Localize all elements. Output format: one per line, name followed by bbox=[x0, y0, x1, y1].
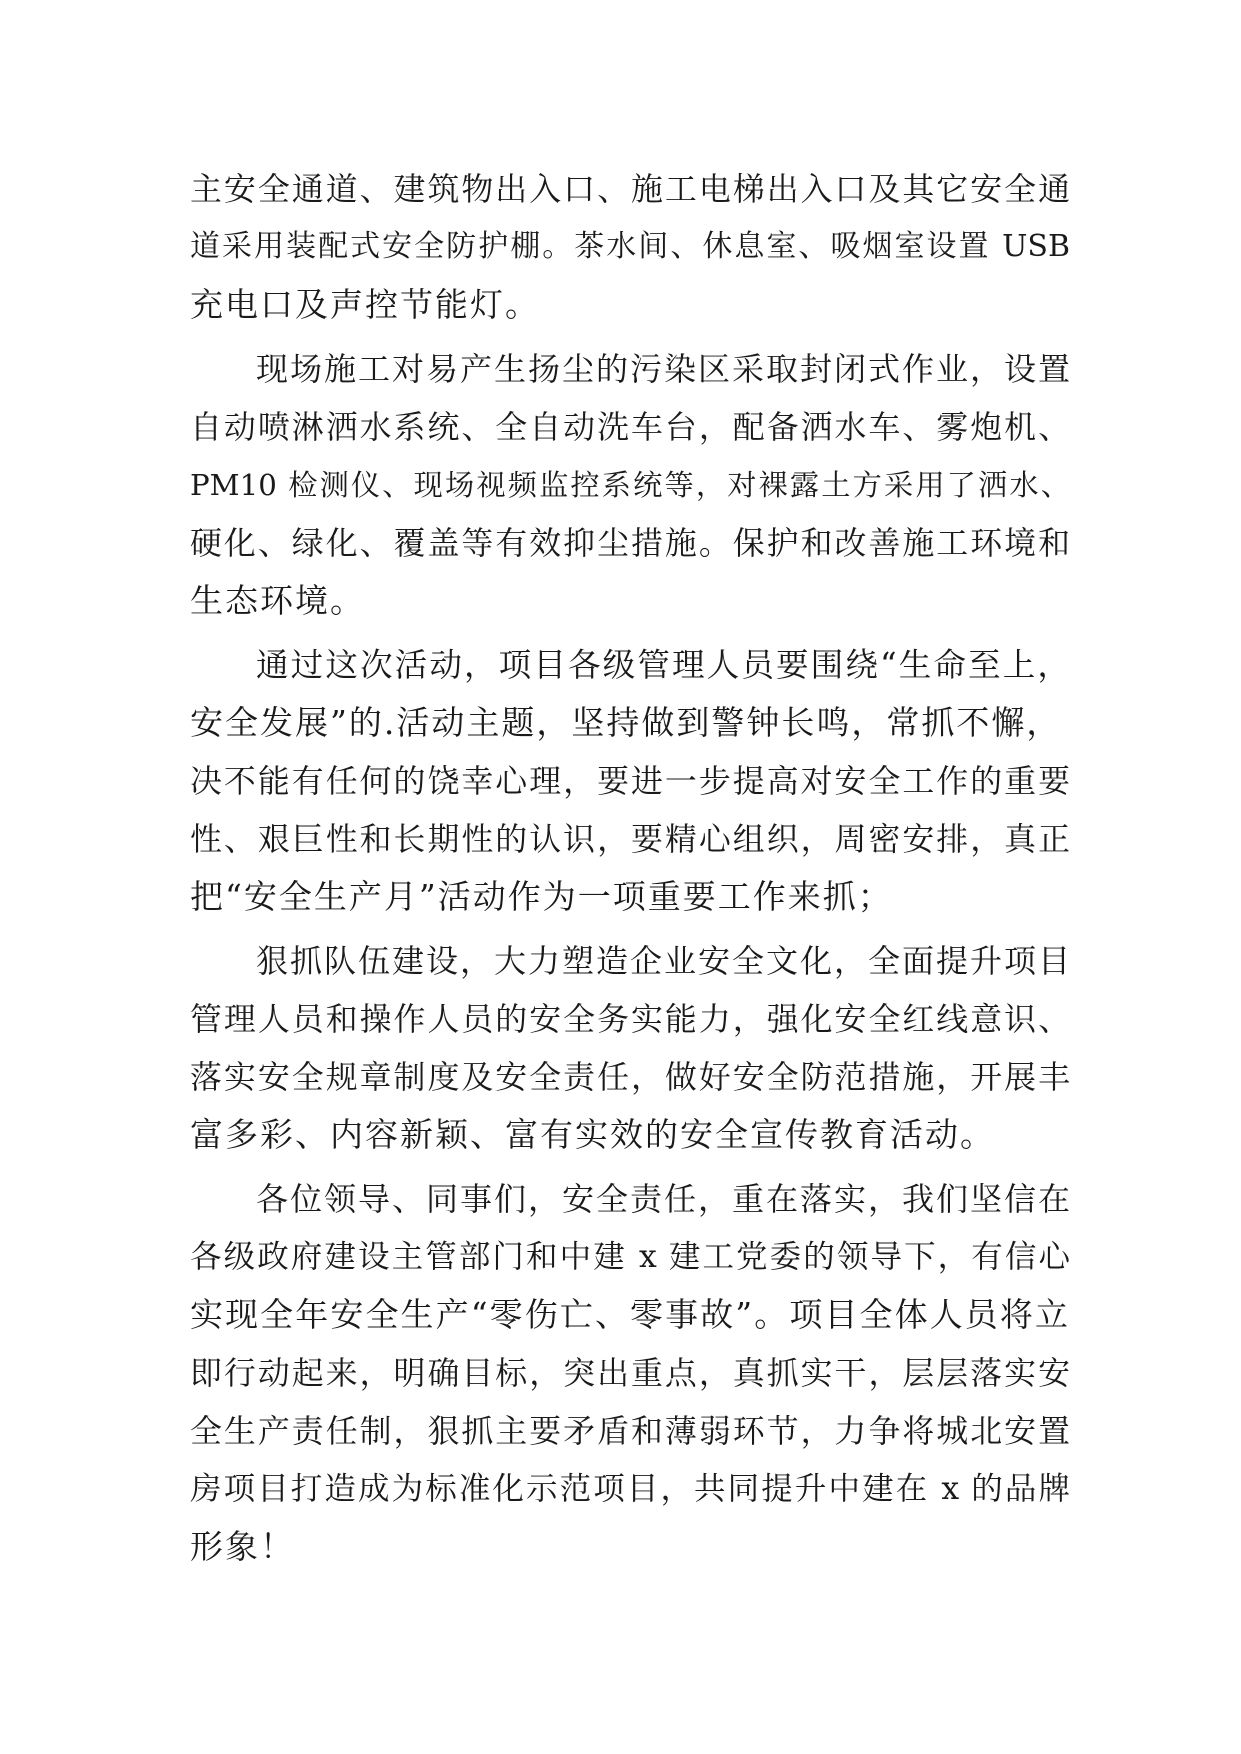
text-line: 把“安全生产月”活动作为一项重要工作来抓； bbox=[190, 877, 893, 916]
text-line: 安全发展”的.活动主题，坚持做到警钟长鸣，常抓不懈， bbox=[190, 703, 1062, 742]
paragraph bbox=[190, 636, 1070, 926]
text-line: 现场施工对易产生扬尘的污染区采取封闭式作业，设置 bbox=[256, 350, 1070, 388]
document-body bbox=[190, 160, 1070, 1576]
text-line: 性、艰巨性和长期性的认识，要精心组织，周密安排，真正 bbox=[190, 820, 1070, 858]
text-line: 全生产责任制，狠抓主要矛盾和薄弱环节，力争将城北安置 bbox=[190, 1412, 1070, 1450]
text-line: 充电口及声控节能灯。 bbox=[190, 285, 540, 324]
text-line: 实现全年安全生产“零伤亡、零事故”。项目全体人员将立 bbox=[190, 1295, 1070, 1334]
text-line: 各级政府建设主管部门和中建 x 建工党委的领导下，有信心 bbox=[190, 1239, 1070, 1275]
text-line: 决不能有任何的饶幸心理，要进一步提高对安全工作的重要 bbox=[190, 762, 1070, 800]
text-line: 自动喷淋洒水系统、全自动洗车台，配备洒水车、雾炮机、 bbox=[190, 408, 1070, 446]
text-line: 管理人员和操作人员的安全务实能力，强化安全红线意识、 bbox=[190, 1000, 1070, 1038]
text-line: 即行动起来，明确目标，突出重点，真抓实干，层层落实安 bbox=[190, 1354, 1070, 1392]
text-line: PM10 检测仪、现场视频监控系统等，对裸露土方采用了洒水、 bbox=[190, 468, 1070, 502]
text-line: 富多彩、内容新颖、富有实效的安全宣传教育活动。 bbox=[190, 1115, 995, 1154]
paragraph bbox=[190, 932, 1070, 1164]
text-line: 落实安全规章制度及安全责任，做好安全防范措施，开展丰 bbox=[190, 1058, 1070, 1096]
paragraph bbox=[190, 1170, 1070, 1576]
text-line: 形象！ bbox=[190, 1527, 295, 1566]
paragraph bbox=[190, 340, 1070, 630]
text-line: 各位领导、同事们，安全责任，重在落实，我们坚信在 bbox=[256, 1180, 1070, 1218]
text-line: 房项目打造成为标准化示范项目，共同提升中建在 x 的品牌 bbox=[190, 1471, 1070, 1507]
text-line: 通过这次活动，项目各级管理人员要围绕“生命至上， bbox=[256, 646, 1070, 684]
paragraph bbox=[190, 160, 1070, 334]
text-line: 生态环境。 bbox=[190, 581, 365, 620]
text-line: 道采用装配式安全防护棚。茶水间、休息室、吸烟室设置 USB bbox=[190, 229, 1070, 264]
text-line: 主安全通道、建筑物出入口、施工电梯出入口及其它安全通 bbox=[190, 170, 1070, 208]
text-line: 狠抓队伍建设，大力塑造企业安全文化，全面提升项目 bbox=[256, 942, 1070, 980]
text-line: 硬化、绿化、覆盖等有效抑尘措施。保护和改善施工环境和 bbox=[190, 524, 1070, 562]
